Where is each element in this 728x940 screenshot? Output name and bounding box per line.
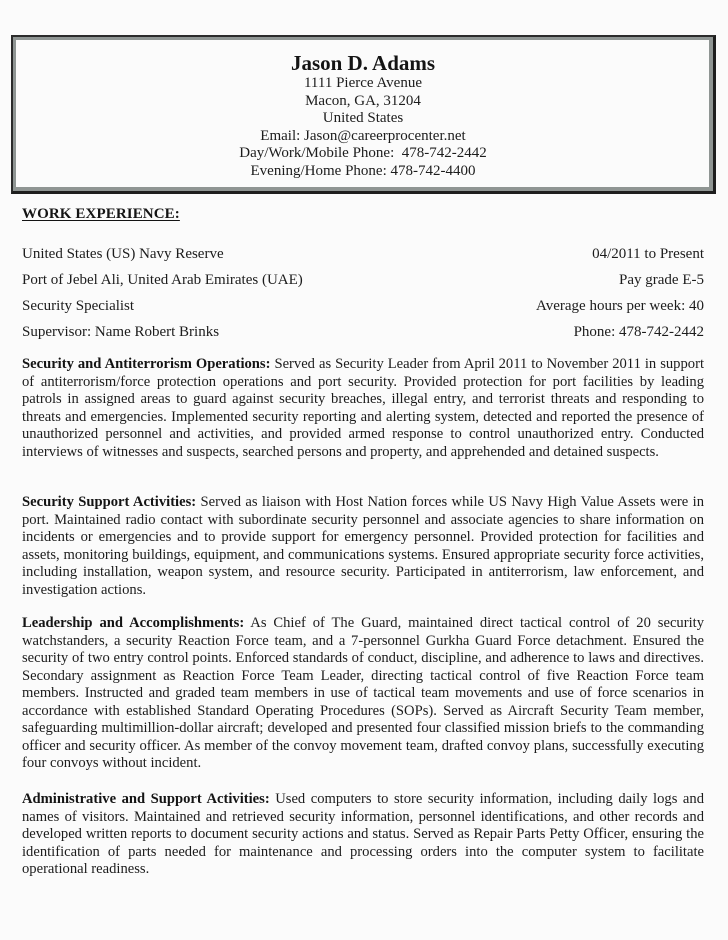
paragraph-body: Served as liaison with Host Nation forces while US Navy High Value Assets were in port. Maintained radio contact with subordinate security personnel and associate agencies to share information on incidents or emergencies and to provide support for emergency personnel. Provided protection for facilities and assets, monitoring buildings, equipment, and communications systems. Ensured appropriate security force activities, including installation, weapon system, and resource security. Participated in antiterrorism, law enforcement, and investigation actions. <box>22 494 704 598</box>
dates: 04/2011 to Present <box>592 246 704 262</box>
day-phone: Day/Work/Mobile Phone: 478-742-2442 <box>239 145 487 161</box>
email: Email: Jason@careerprocenter.net <box>260 127 466 144</box>
paragraph-body: Used computers to store security information, including daily logs and names of visitors. Maintained and retrieved security information, personnel identifications, and other records and developed written reports to document security actions and status. Served as Repair Parts Petty Officer, ensuring the identification of parts needed for maintenance and processing orders into the computer system to facilitate operational readiness. <box>22 791 704 877</box>
job-row-supervisor <box>22 322 704 348</box>
pay-grade: Pay grade E-5 <box>619 272 704 288</box>
section-title-work-experience: WORK EXPERIENCE: <box>22 206 180 222</box>
job-summary <box>22 244 704 348</box>
job-title: Security Specialist <box>22 298 135 314</box>
country: United States <box>322 110 404 126</box>
paragraph-body: Served as Security Leader from April 2011 to November 2011 in support of antiterrorism/force protection operations and port security. Provided protection for port facilities by leading patrols in assigned areas to guard against security breaches, illegal entry, and terrorist threats and responding to threats and emergencies. Implemented security reporting and alerting system, detected and reported the presence of unauthorized personnel and activities, and provided armed response to control unauthorized entry. Conducted interviews of witnesses and suspects, searched persons and property, and apprehended and detained suspects. <box>22 356 704 460</box>
paragraph-security-antiterrorism <box>22 356 704 461</box>
candidate-name: Jason D. Adams <box>290 51 436 75</box>
job-row-employer <box>22 244 704 270</box>
job-row-title <box>22 296 704 322</box>
address-line-2: Macon, GA, 31204 <box>305 92 421 109</box>
job-row-location <box>22 270 704 296</box>
paragraph-heading: Administrative and Support Activities: <box>22 791 270 807</box>
paragraph-body: As Chief of The Guard, maintained direct tactical control of 20 security watchstanders, a security Reaction Force team, and a 7-personnel Gurkha Guard Force detachment. Ensured the security of two entry control points. Enforced standards of conduct, discipline, and adherence to laws and directives. Secondary assignment as Reaction Force Team Leader, directing tactical control of five Reaction Force team members. Instructed and graded team members in use of tactical team movements and use of force scenarios in accordance with established Standard Operating Procedures (SOPs). Served as Aircraft Security Team member, safeguarding multimillion-dollar aircraft; developed and presented four classified mission briefs to the commanding officer and security officer. As member of the convoy movement team, drafted convoy plans, successfully executing four convoys without incident. <box>22 615 704 771</box>
paragraph-heading: Leadership and Accomplishments: <box>22 615 245 631</box>
contact-header-box <box>11 35 716 194</box>
paragraph-leadership <box>22 615 704 773</box>
employer: United States (US) Navy Reserve <box>22 246 224 262</box>
supervisor-phone: Phone: 478-742-2442 <box>573 324 704 340</box>
supervisor: Supervisor: Name Robert Brinks <box>22 324 220 340</box>
location: Port of Jebel Ali, United Arab Emirates (UAE) <box>22 272 303 288</box>
address-line-1: 1111 Pierce Avenue <box>303 75 422 91</box>
paragraph-heading: Security and Antiterrorism Operations: <box>22 356 271 372</box>
paragraph-heading: Security Support Activities: <box>22 494 197 510</box>
paragraph-security-support <box>22 494 704 599</box>
evening-phone: Evening/Home Phone: 478-742-4400 <box>250 162 476 179</box>
contact-info <box>13 51 713 180</box>
paragraph-administrative <box>22 791 704 879</box>
hours-per-week: Average hours per week: 40 <box>536 298 704 314</box>
